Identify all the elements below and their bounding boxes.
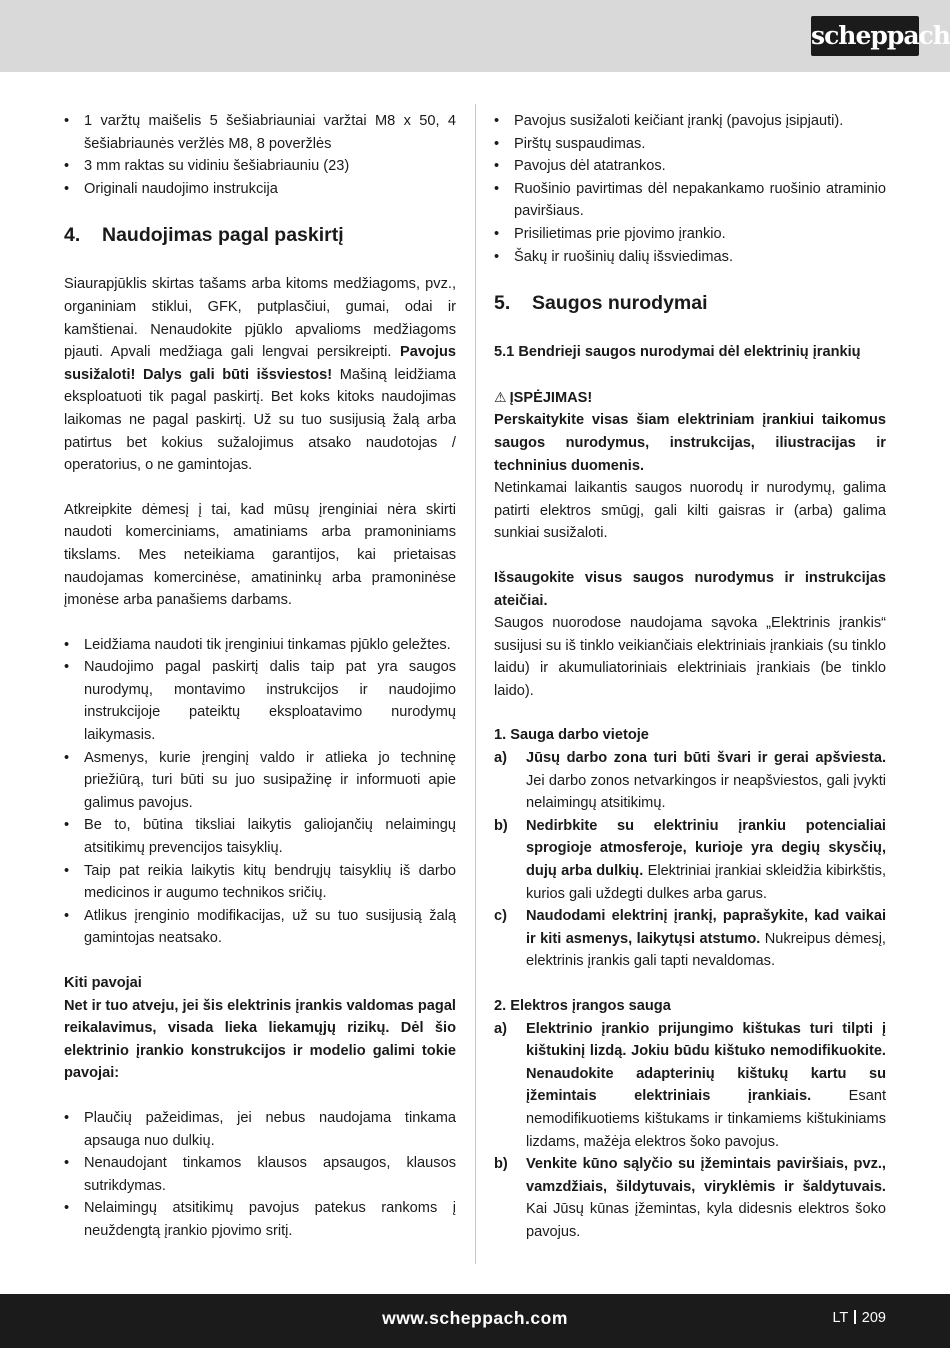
list-item: • Nenaudojant tinkamos klausos apsaugos, klausos sutrikdymas. <box>64 1152 456 1197</box>
warning-body: Netinkamai laikantis saugos nuorodų ir nurodymų, galima patirti elektros smūgį, gali kilti gaisras ir (arba) galima sunkiai susižaloti. <box>494 480 886 542</box>
website-link[interactable]: www.scheppach.com <box>382 1308 568 1328</box>
list-item: • Prisilietimas prie pjovimo įrankio. <box>494 223 886 246</box>
list-item: • Šakų ir ruošinių dalių išsviedimas. <box>494 246 886 269</box>
subsection-5-1-title: 5.1 Bendrieji saugos nurodymai dėl elektrinių įrankių <box>494 344 861 361</box>
risk-list <box>64 1107 456 1243</box>
list-item: c) Naudodami elektrinį įrankį, paprašykite, kad vaikai ir kiti asmenys, laikytųsi atstumo. Nukreipus dėmesį, elektrinis įrankis gali tapti nevaldomas. <box>494 905 886 973</box>
usage-paragraph <box>64 273 456 476</box>
danger-text: Pavojus susižaloti! Dalys gali būti išsviestos! <box>64 344 456 383</box>
list-item: • 3 mm raktas su vidiniu šešiabriauniu (23) <box>64 155 456 178</box>
commercial-paragraph: Atkreipkite dėmesį į tai, kad mūsų įrenginiai nėra skirti naudoti komerciniams, amatiniams arba pramoniniams tikslams. Mes neteikiama garantijos, kai prietaisas naudojamas komercinėse, amatininkų arba pramoninėse įmonėse arba panašiems darbams. <box>64 501 456 609</box>
scheppach-logo: scheppach <box>811 16 919 56</box>
warning-bold-text: Perskaitykite visas šiam elektriniam įrankiui taikomus saugos nurodymus, instrukcijas, iliustracijas ir techninius duomenis. <box>494 412 886 474</box>
page-number <box>832 1310 886 1326</box>
list-item: a) Jūsų darbo zona turi būti švari ir gerai apšviesta. Jei darbo zonos netvarkingos ir neapšviestos, gali įvykti nelaimingų atsitikimų. <box>494 747 886 815</box>
list-item: • Naudojimo pagal paskirtį dalis taip pat yra saugos nurodymų, montavimo instrukcijos ir naudojimo instrukcijoje pateiktų eksploatavimo nurodymų laikymasis. <box>64 656 456 746</box>
list-item: • 1 varžtų maišelis 5 šešiabriauniai varžtai M8 x 50, 4 šešiabriaunės veržlės M8, 8 poveržlės <box>64 110 456 155</box>
warning-triangle-icon: ⚠ <box>494 388 507 405</box>
warning-text: ĮSPĖJIMAS! <box>509 389 593 406</box>
list-item: • Nelaimingų atsitikimų pavojus patekus rankoms į neuždengtą įrankio pjovimo sritį. <box>64 1197 456 1242</box>
list-item: • Originali naudojimo instrukcija <box>64 178 456 201</box>
list-item: • Be to, būtina tiksliai laikytis galiojančių nelaimingų atsitikimų prevencijos taisyklių. <box>64 814 456 859</box>
work-safety-list <box>494 747 886 973</box>
left-column <box>64 110 456 1243</box>
section-number: 5. <box>494 292 511 315</box>
list-item: • Ruošinio pavirtimas dėl nepakankamo ruošinio atraminio paviršiaus. <box>494 178 886 223</box>
page-header <box>0 0 950 72</box>
risk-list-continued <box>494 110 886 268</box>
list-item: a) Elektrinio įrankio prijungimo kištukas turi tilpti į kištukinį lizdą. Jokiu būdu kištuko nemodifikuokite. Nenaudokite adapterinių kištukų kartu su įžemintais elektriniais įrankiais. Esant nemodifikuotiems kištukams ir tinkamiems kištukiniams lizdams, mažėja elektros šoko pavojus. <box>494 1018 886 1154</box>
list-item: b) Nedirbkite su elektriniu įrankiu potencialiai sprogioje atmosferoje, kurioje yra degių skysčių, dujų arba dulkių. Elektriniai įrankiai skleidžia kibirkštis, kurios gali uždegti dulkes arba garus. <box>494 815 886 905</box>
section-4-heading <box>64 222 456 248</box>
list-item: • Taip pat reikia laikytis kitų bendrųjų taisyklių iš darbo medicinos ir augumo technikos sričių. <box>64 860 456 905</box>
other-risks-intro: Net ir tuo atveju, jei šis elektrinis įrankis valdomas pagal reikalavimus, visada lieka liekamųjų rizikų. Dėl šio elektrinio įrankio konstrukcijos ir modelio galimi tokie pavojai: <box>64 997 456 1082</box>
right-column <box>494 110 886 1244</box>
other-risks-title: Kiti pavojai <box>64 975 142 991</box>
usage-list <box>64 634 456 950</box>
electrical-safety-title: 2. Elektros įrangos sauga <box>494 998 671 1014</box>
electrical-safety-list <box>494 1018 886 1244</box>
list-item: b) Venkite kūno sąlyčio su įžemintais paviršiais, pvz., vamzdžiais, šildytuvais, viryklėmis ir šaldytuvais. Kai Jūsų kūnas įžemintas, kyla didesnis elektros šoko pavojus. <box>494 1153 886 1243</box>
list-item: • Pavojus susižaloti keičiant įrankį (pavojus įsipjauti). <box>494 110 886 133</box>
paragraph-text: Siaurapjūklis skirtas tašams arba kitoms medžiagoms, pvz., organiniam stiklui, GFK, putplasčiui, gumai, odai ir kamštienai. Nenaudokite pjūklo apvalioms medžiagoms pjauti. Apvali medžiaga gali lengvai persikreipti. <box>64 276 456 361</box>
keep-instructions-title: Išsaugokite visus saugos nurodymus ir instrukcijas ateičiai. <box>494 569 886 609</box>
warning-label <box>494 386 886 410</box>
paragraph-text: Mašiną leidžiama eksploatuoti tik pagal paskirtį. Bet koks kitoks naudojimas laikomas ne pagal paskirtį. Už su tuo susijusią žalą arba patirtus bet kokius sužalojimus atsako naudotojas / operatorius, o ne gamintojas. <box>64 366 456 474</box>
list-item: • Plaučių pažeidimas, jei nebus naudojama tinkama apsauga nuo dulkių. <box>64 1107 456 1152</box>
column-divider <box>475 104 476 1264</box>
list-item: • Leidžiama naudoti tik įrenginiui tinkamas pjūklo geležtes. <box>64 634 456 657</box>
keep-instructions-body: Saugos nuorodose naudojama sąvoka „Elektrinis įrankis“ susijusi su iš tinklo veikiančiais elektriniais įrankiais (su tinklo laidu) ir akumuliatoriniais elektriniais įrankiais (be tinklo laido). <box>494 615 886 699</box>
section-title: Naudojimas pagal paskirtį <box>102 224 344 247</box>
page-num: 209 <box>861 1310 886 1326</box>
section-title: Saugos nurodymai <box>532 292 708 315</box>
section-number: 4. <box>64 224 81 247</box>
intro-list <box>64 110 456 200</box>
work-safety-title: 1. Sauga darbo vietoje <box>494 727 649 744</box>
page-footer <box>0 1294 950 1348</box>
section-5-heading <box>494 290 886 316</box>
list-item: • Pavojus dėl atatrankos. <box>494 155 886 178</box>
list-item: • Asmenys, kurie įrenginį valdo ir atlieka jo techninę priežiūrą, turi būti su juo susipažinę ir informuoti apie galimus pavojus. <box>64 747 456 815</box>
list-item: • Atlikus įrenginio modifikacijas, už su tuo susijusią žalą gamintojas neatsako. <box>64 905 456 950</box>
list-item: • Pirštų suspaudimas. <box>494 133 886 156</box>
language-code: LT <box>832 1310 849 1326</box>
